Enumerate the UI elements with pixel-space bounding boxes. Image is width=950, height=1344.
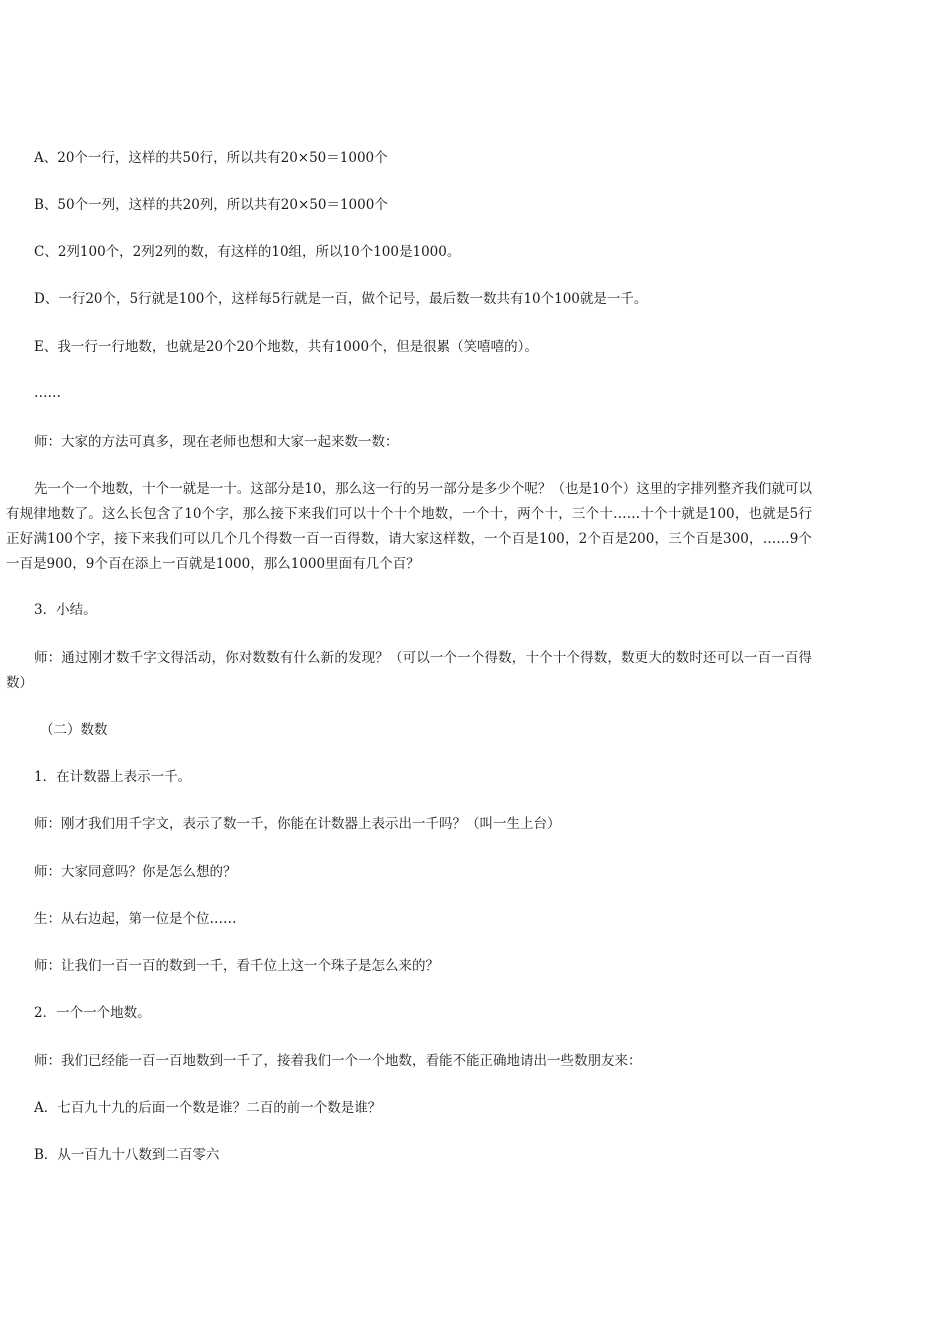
section-heading-counting: （二）数数	[40, 722, 108, 738]
paragraph-count-to-thousand: 师：让我们一百一百的数到一千，看千位上这一个珠子是怎么来的？	[34, 958, 439, 974]
paragraph-option-c: C、2列100个，2列2列的数，有这样的10组，所以10个100是1000。	[34, 244, 461, 260]
paragraph-student-answer: 生：从右边起，第一位是个位……	[34, 911, 237, 927]
paragraph-question-a: A．七百九十九的后面一个数是谁？二百的前一个数是谁？	[34, 1100, 382, 1116]
paragraph-option-a: A、20个一行，这样的共50行，所以共有20×50＝1000个	[34, 150, 388, 166]
paragraph-one-by-one-intro: 师：我们已经能一百一百地数到一千了，接着我们一个一个地数，看能不能正确地请出一些数朋友来：	[34, 1053, 642, 1069]
paragraph-abacus-question: 师：刚才我们用千字文，表示了数一千，你能在计数器上表示出一千吗？（叫一生上台）	[34, 816, 561, 832]
paragraph-counting-explanation: 先一个一个地数，十个一就是一十。这部分是10，那么这一行的另一部分是多少个呢？（也是10个）这里的字排列整齐我们就可以有规律地数了。这么长包含了10个字，那么接下来我们可以十个十个地数，一个十，两个十，三个十……十个十就是100，也就是5行正好满100个字，接下来我们可以几个几个得数一百一百得数，请大家这样数，一个百是100，2个百是200，三个百是300，……9个一百是900，9个百在添上一百就是1000，那么1000里面有几个百？	[6, 481, 812, 572]
paragraph-teacher-intro: 师：大家的方法可真多，现在老师也想和大家一起来数一数：	[34, 434, 399, 450]
paragraph-option-e: E、我一行一行地数，也就是20个20个地数，共有1000个，但是很累（笑嘻嘻的）。	[34, 339, 538, 355]
paragraph-option-d: D、一行20个，5行就是100个，这样每5行就是一百，做个记号，最后数一数共有10个100就是一千。	[34, 291, 648, 307]
paragraph-one-by-one-heading: 2．一个一个地数。	[34, 1005, 151, 1021]
paragraph-option-b: B、50个一列，这样的共20列，所以共有20×50＝1000个	[34, 197, 388, 213]
paragraph-ellipsis: ……	[34, 385, 61, 401]
paragraph-summary-question: 师：通过刚才数千字文得活动，你对数数有什么新的发现？（可以一个一个得数，十个十个得数，数更大的数时还可以一百一百得数）	[6, 650, 812, 691]
paragraph-abacus-heading: 1．在计数器上表示一千。	[34, 769, 192, 785]
paragraph-question-b: B．从一百九十八数到二百零六	[34, 1147, 220, 1163]
paragraph-agree-question: 师：大家同意吗？你是怎么想的？	[34, 864, 237, 880]
paragraph-summary-heading: 3．小结。	[34, 602, 97, 618]
